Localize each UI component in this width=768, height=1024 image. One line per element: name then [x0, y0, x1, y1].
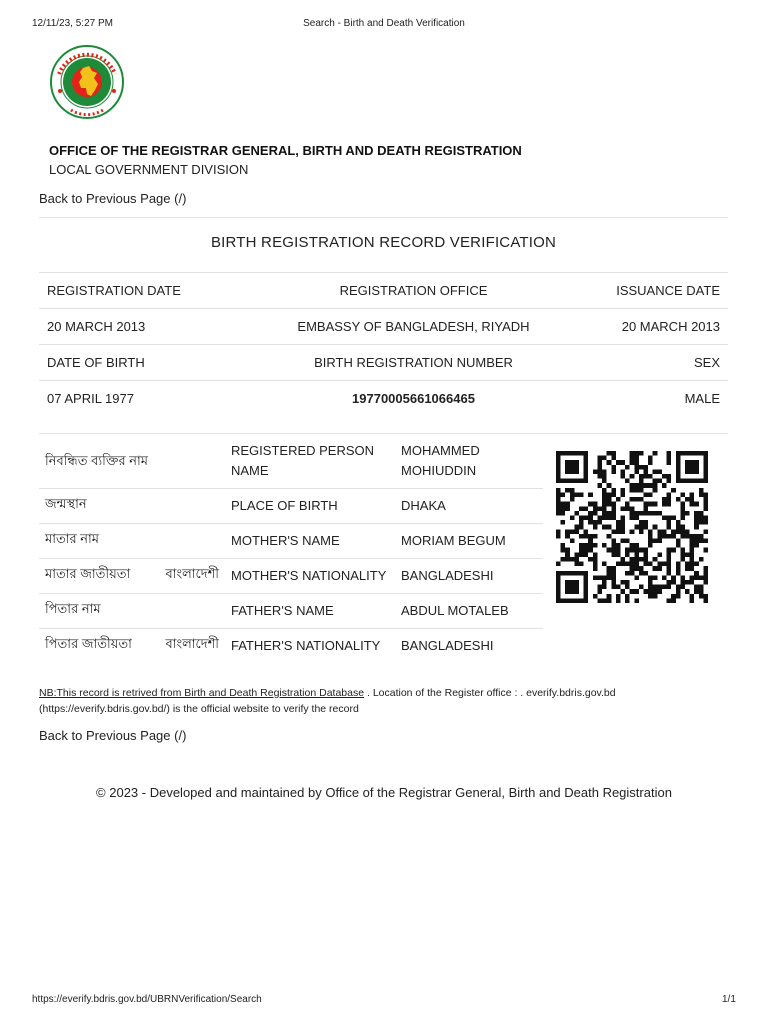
- table-row: [39, 345, 728, 381]
- date-of-birth-header: DATE OF BIRTH: [39, 345, 275, 381]
- print-doc-title: Search - Birth and Death Verification: [303, 18, 465, 29]
- government-seal-logo: [49, 44, 125, 120]
- back-to-previous-link-bottom[interactable]: Back to Previous Page (/): [39, 728, 187, 743]
- registration-date-header: REGISTRATION DATE: [39, 273, 275, 309]
- table-row: [39, 628, 543, 663]
- mother-name-value: MORIAM BEGUM: [395, 523, 543, 558]
- issuance-date-value: 20 MARCH 2013: [552, 309, 728, 345]
- person-details-table: [39, 434, 543, 663]
- table-row: [39, 273, 728, 309]
- mother-nationality-label-bn: মাতার জাতীয়তা: [45, 566, 131, 581]
- birth-place-label-bn: জন্মস্থান: [39, 488, 225, 523]
- section-title: BIRTH REGISTRATION RECORD VERIFICATION: [210, 234, 557, 251]
- office-title: OFFICE OF THE REGISTRAR GENERAL, BIRTH AND DEATH REGISTRATION: [49, 143, 522, 158]
- sex-value: MALE: [552, 381, 728, 417]
- birth-registration-number-value: 19770005661066465: [275, 381, 552, 417]
- table-row: [39, 434, 543, 488]
- registration-meta-table: [39, 272, 728, 416]
- record-note: [39, 685, 739, 717]
- office-subtitle: LOCAL GOVERNMENT DIVISION: [49, 162, 249, 177]
- father-name-label-en: FATHER'S NAME: [225, 593, 395, 628]
- birth-place-label-en: PLACE OF BIRTH: [225, 488, 395, 523]
- sex-header: SEX: [552, 345, 728, 381]
- table-row: [39, 488, 543, 523]
- registration-date-value: 20 MARCH 2013: [39, 309, 275, 345]
- qr-code: [556, 448, 708, 606]
- print-page-number: 1/1: [722, 994, 736, 1005]
- mother-nationality-label-en: MOTHER'S NATIONALITY: [225, 558, 395, 593]
- father-nationality-label-en: FATHER'S NATIONALITY: [231, 638, 381, 654]
- back-to-previous-link[interactable]: Back to Previous Page (/): [39, 191, 187, 206]
- table-row: [39, 523, 543, 558]
- table-row: [39, 558, 543, 593]
- table-row: [39, 381, 728, 417]
- father-nationality-value-bn: বাংলাদেশী: [165, 636, 219, 652]
- table-row: [39, 309, 728, 345]
- name-label-en: REGISTERED PERSON NAME: [225, 434, 395, 488]
- mother-name-label-en: MOTHER'S NAME: [225, 523, 395, 558]
- father-nationality-bn: [39, 628, 225, 663]
- issuance-date-header: ISSUANCE DATE: [552, 273, 728, 309]
- mother-nationality-bn: [39, 558, 225, 593]
- print-url: https://everify.bdris.gov.bd/UBRNVerification/Search: [32, 994, 262, 1005]
- father-nationality-label-bn: পিতার জাতীয়তা: [45, 636, 132, 652]
- registration-office-value: EMBASSY OF BANGLADESH, RIYADH: [275, 309, 552, 345]
- father-nationality-value: BANGLADESHI: [401, 638, 494, 654]
- mother-nationality-value-bn: বাংলাদেশী: [165, 566, 219, 581]
- record-note-link[interactable]: NB:This record is retrived from Birth and Death Registration Database: [39, 687, 365, 699]
- mother-name-label-bn: মাতার নাম: [39, 523, 225, 558]
- registration-office-header: REGISTRATION OFFICE: [275, 273, 552, 309]
- footer-copyright: © 2023 - Developed and maintained by Office of the Registrar General, Birth and Death Registration: [96, 785, 672, 800]
- print-timestamp: 12/11/23, 5:27 PM: [32, 18, 113, 29]
- date-of-birth-value: 07 APRIL 1977: [39, 381, 275, 417]
- father-name-label-bn: পিতার নাম: [39, 593, 225, 628]
- name-value: MOHAMMED MOHIUDDIN: [395, 434, 543, 488]
- table-row: [39, 593, 543, 628]
- divider: [39, 217, 728, 218]
- birth-place-value: DHAKA: [395, 488, 543, 523]
- father-name-value: ABDUL MOTALEB: [395, 593, 543, 628]
- record-note-text: . Location of the Register office : . everify.bdris.gov.bd (https://everify.bdris.gov.bd/) is the official website to verify the record: [39, 687, 616, 715]
- name-label-bn: নিবন্ধিত ব্যক্তির নাম: [39, 434, 225, 488]
- birth-registration-number-header: BIRTH REGISTRATION NUMBER: [275, 345, 552, 381]
- mother-nationality-value: BANGLADESHI: [395, 558, 543, 593]
